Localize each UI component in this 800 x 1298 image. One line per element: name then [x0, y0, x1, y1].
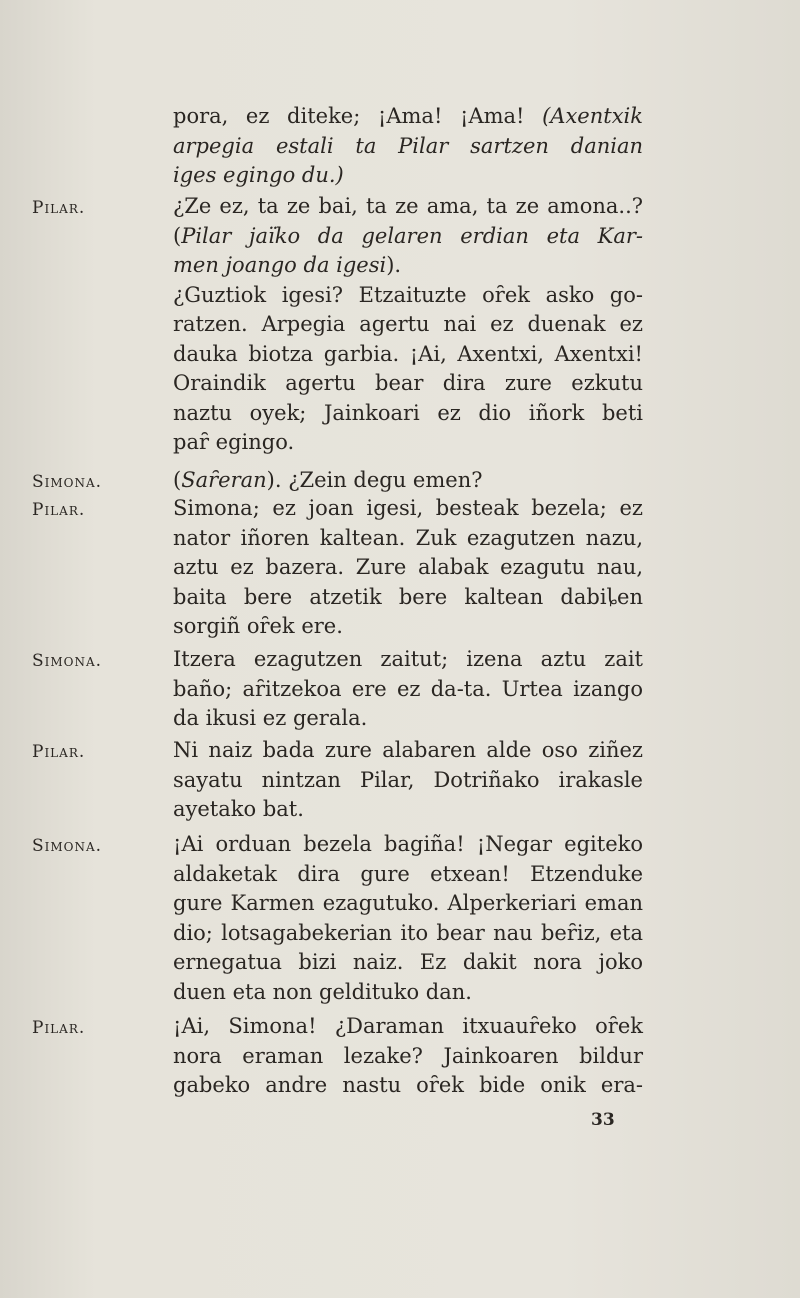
text-line	[173, 1012, 643, 1042]
text-line	[173, 704, 643, 734]
speech-lines	[173, 466, 643, 496]
text-line	[173, 675, 643, 705]
stage-direction-text: Saȓeran	[181, 468, 267, 492]
dialogue-text: sorgiñ oȓek ere.	[173, 614, 343, 638]
text-line	[173, 948, 643, 978]
dialogue-text: baño; aȓitzekoa ere ez da-ta. Urtea izango	[173, 676, 643, 701]
text-line	[173, 102, 643, 132]
speaker-name: Pilar.	[32, 500, 86, 520]
text-line	[173, 795, 643, 825]
dialogue-text: Itzera ezagutzen zaitut; izena aztu zait	[173, 647, 643, 671]
text-line	[173, 192, 643, 222]
speech-lines	[173, 1012, 643, 1101]
text-line	[173, 645, 643, 675]
text-line	[173, 310, 643, 340]
text-line	[173, 1042, 643, 1072]
dialogue-text: aldaketak dira gure etxean! Etzenduke	[173, 861, 643, 886]
text-line	[173, 281, 643, 311]
dialogue-text: sayatu nintzan Pilar, Dotriñako irakasle	[173, 767, 643, 792]
dialogue-text: (	[173, 223, 182, 248]
dialogue-text: paȓ egingo.	[173, 430, 295, 454]
text-line	[173, 369, 643, 399]
stage-direction-text: men joango da igesi	[173, 253, 387, 277]
dialogue-text: ¡Ai orduan bezela bagiña! ¡Negar egiteko	[173, 832, 643, 856]
speech-lines	[173, 192, 643, 458]
dialogue-text: ¡Ai, Simona! ¿Daraman itxuauȓeko oȓek	[173, 1014, 643, 1038]
text-line	[173, 132, 643, 162]
speech-lines	[173, 736, 643, 825]
stage-direction-text: arpegia estali ta Pilar sartzen danian	[173, 133, 643, 158]
text-line	[173, 524, 643, 554]
dialogue-text: baita bere atzetik bere kaltean dabiȴen	[173, 584, 643, 609]
dialogue-text: da ikusi ez gerala.	[173, 706, 368, 730]
speaker-name: Simona.	[32, 472, 103, 492]
speech-lines	[173, 830, 643, 1007]
dialogue-text: Ni naiz bada zure alabaren alde oso ziñez	[173, 738, 643, 762]
speaker-name: Pilar.	[32, 742, 86, 762]
text-line	[173, 222, 643, 252]
dialogue-text: (	[173, 468, 182, 492]
dialogue-text: Oraindik agertu bear dira zure ezkutu	[173, 371, 643, 395]
dialogue-text: ayetako bat.	[173, 797, 304, 821]
dialogue-text: ¿Ze ez, ta ze bai, ta ze ama, ta ze amona..?	[173, 194, 643, 218]
dialogue-text: naztu oyek; Jainkoari ez dio iñork beti	[173, 400, 643, 425]
dialogue-text: ). ¿Zein degu emen?	[266, 468, 483, 492]
page-number: 33	[591, 1110, 615, 1130]
dialogue-text: nator iñoren kaltean. Zuk ezagutzen nazu,	[173, 525, 643, 550]
dialogue-text: dio; lotsagabekerian ito bear nau beȓiz, eta	[173, 920, 643, 945]
stage-direction-text: iges egingo du.)	[173, 163, 344, 187]
dialogue-text: gabeko andre nastu oȓek bide onik era-	[173, 1073, 643, 1097]
stage-direction-text: Pilar jaïko da gelaren erdian eta Kar-	[181, 223, 643, 248]
text-line	[173, 830, 643, 860]
speech-lines	[173, 494, 643, 642]
text-line	[173, 494, 643, 524]
speaker-name: Pilar.	[32, 198, 86, 218]
text-line	[173, 399, 643, 429]
text-line	[173, 889, 643, 919]
text-line	[173, 340, 643, 370]
text-line	[173, 1071, 643, 1101]
text-line	[173, 612, 643, 642]
text-line	[173, 766, 643, 796]
dialogue-text: nora eraman lezake? Jainkoaren bildur	[173, 1043, 643, 1068]
text-line	[173, 553, 643, 583]
speaker-name: Pilar.	[32, 1018, 86, 1038]
text-line	[173, 428, 643, 458]
text-line	[173, 583, 643, 613]
dialogue-text: aztu ez bazera. Zure alabak ezagutu nau,	[173, 555, 643, 579]
stage-direction-text: (Axentxik	[542, 104, 643, 128]
text-line	[173, 736, 643, 766]
text-line	[173, 860, 643, 890]
text-line	[173, 466, 643, 496]
speaker-name: Simona.	[32, 651, 103, 671]
text-line	[173, 978, 643, 1008]
speech-lines	[173, 645, 643, 734]
dialogue-text: dauka biotza garbia. ¡Ai, Axentxi, Axentxi!	[173, 341, 643, 366]
text-line	[173, 251, 643, 281]
speaker-name: Simona.	[32, 836, 103, 856]
dialogue-text: ernegatua bizi naiz. Ez dakit nora joko	[173, 950, 643, 974]
dialogue-text: ratzen. Arpegia agertu nai ez duenak ez	[173, 312, 643, 336]
dialogue-text: ¿Guztiok igesi? Etzaituzte oȓek asko go-	[173, 282, 643, 307]
speech-lines	[173, 102, 643, 191]
dialogue-text: gure Karmen ezagutuko. Alperkeriari eman	[173, 891, 643, 915]
dialogue-text: pora, ez diteke; ¡Ama! ¡Ama!	[173, 104, 543, 128]
dialogue-text: duen eta non gelditukο dan.	[173, 979, 472, 1004]
dialogue-text: ).	[386, 253, 402, 277]
dialogue-text: Simona; ez joan igesi, besteak bezela; ez	[173, 496, 643, 520]
text-line	[173, 161, 643, 191]
text-line	[173, 919, 643, 949]
